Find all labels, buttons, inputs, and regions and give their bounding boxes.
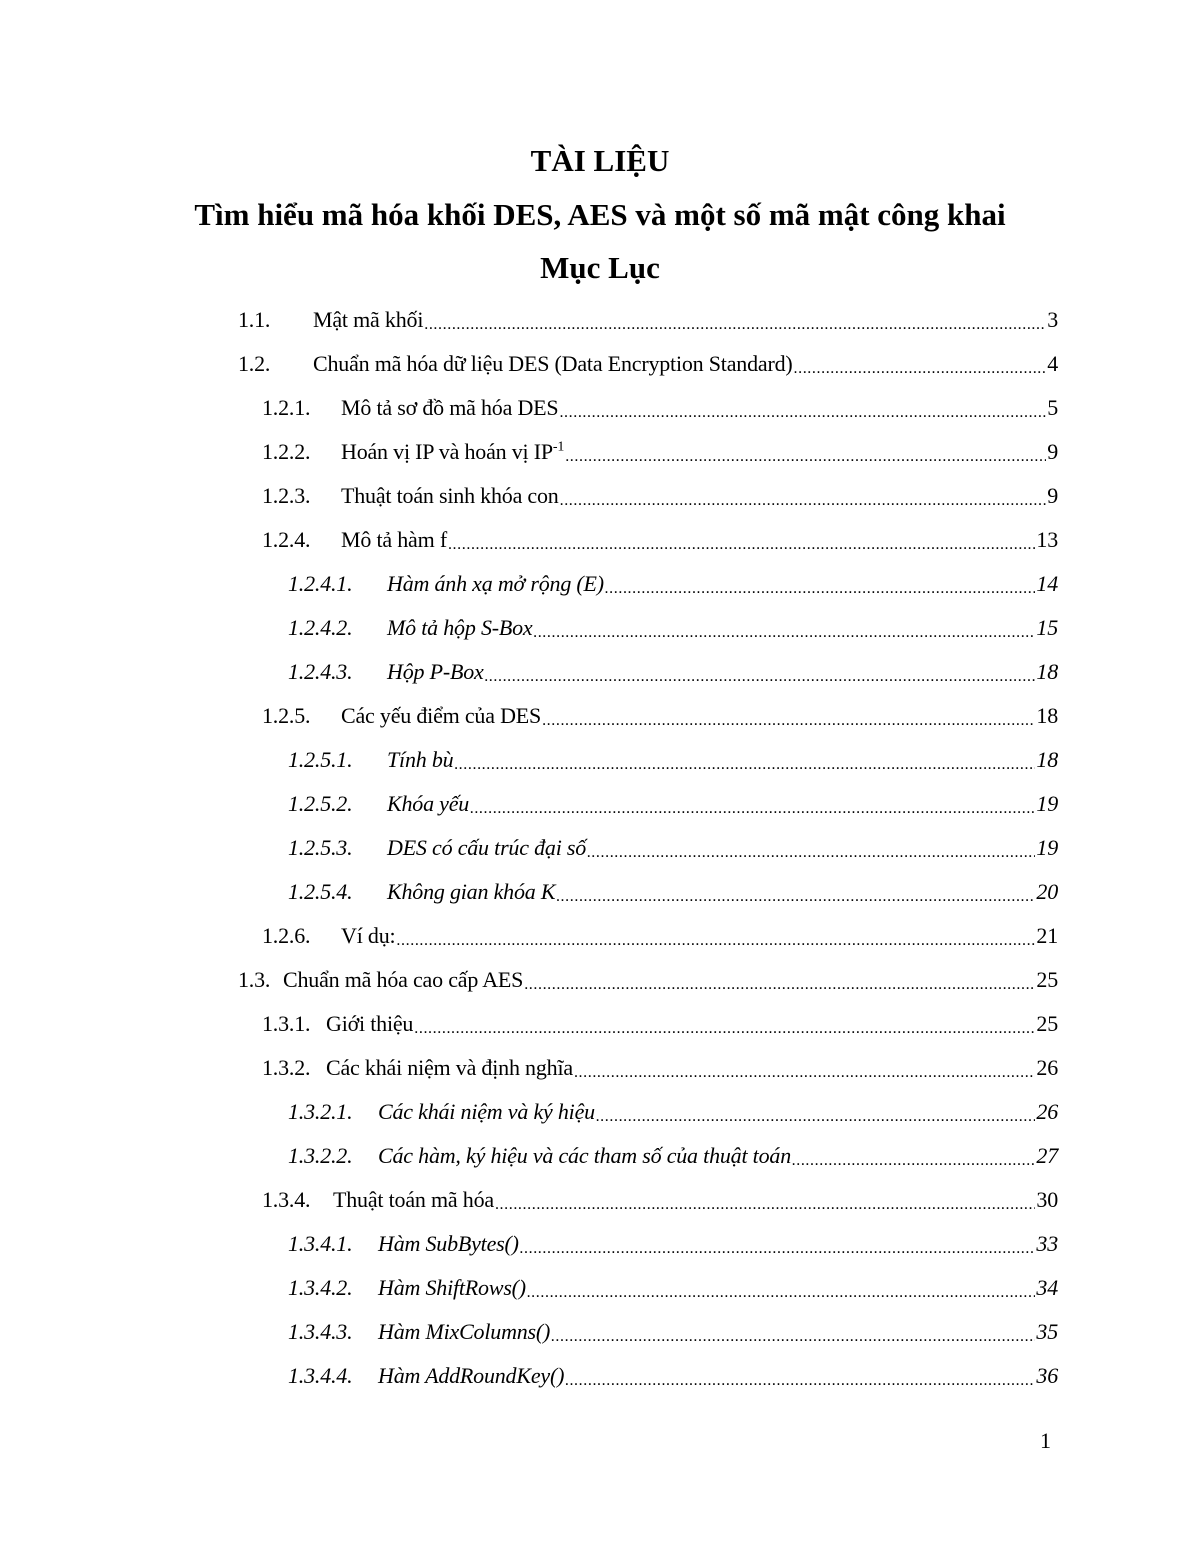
toc-entry-page: 9 bbox=[1047, 483, 1058, 508]
toc-entry-number: 1.2.5.1. bbox=[288, 747, 353, 772]
toc-dot-leader bbox=[542, 710, 1035, 732]
toc-dot-leader bbox=[485, 666, 1036, 688]
toc-entry[interactable] bbox=[288, 1266, 1058, 1310]
toc-entry[interactable] bbox=[262, 914, 1058, 958]
toc-entry-page: 19 bbox=[1036, 835, 1058, 860]
toc-entry-number: 1.2.5.2. bbox=[288, 791, 353, 816]
toc-heading: Mục Lục bbox=[540, 250, 660, 285]
toc-entry-page: 26 bbox=[1036, 1055, 1058, 1080]
toc-entry-page: 36 bbox=[1036, 1363, 1058, 1388]
toc-entry[interactable] bbox=[262, 1178, 1058, 1222]
toc-entry-number: 1.2.5. bbox=[262, 703, 311, 728]
toc-entry-number: 1.3.4.1. bbox=[288, 1231, 353, 1256]
toc-entry-number: 1.2.3. bbox=[262, 483, 311, 508]
toc-entry-title: Hàm ánh xạ mở rộng (E) bbox=[387, 571, 604, 596]
toc-entry-page: 25 bbox=[1036, 1011, 1058, 1036]
toc-entry-page: 9 bbox=[1047, 439, 1058, 464]
toc-entry-title: Các khái niệm và ký hiệu bbox=[378, 1099, 595, 1124]
toc-entry-number: 1.2.1. bbox=[262, 395, 311, 420]
toc-entry-number: 1.3.2.1. bbox=[288, 1099, 353, 1124]
toc-entry-page: 35 bbox=[1036, 1319, 1058, 1344]
toc-entry-number: 1.2.2. bbox=[262, 439, 311, 464]
toc-entry-page: 14 bbox=[1036, 571, 1058, 596]
toc-dot-leader bbox=[396, 930, 1035, 952]
toc-entry-title: Hàm MixColumns() bbox=[378, 1319, 551, 1344]
toc-entry[interactable] bbox=[288, 782, 1058, 826]
toc-entry-title: Giới thiệu bbox=[326, 1011, 414, 1036]
toc-entry-page: 30 bbox=[1036, 1187, 1058, 1212]
toc-entry-number: 1.2.4.2. bbox=[288, 615, 353, 640]
toc-entry-page: 19 bbox=[1036, 791, 1058, 816]
toc-entry-title: Thuật toán sinh khóa con bbox=[341, 483, 559, 508]
toc-dot-leader bbox=[792, 1150, 1035, 1172]
toc-dot-leader bbox=[414, 1018, 1035, 1040]
toc-dot-leader bbox=[424, 314, 1046, 336]
toc-dot-leader bbox=[565, 446, 1046, 468]
toc-entry-page: 27 bbox=[1036, 1143, 1058, 1168]
toc-entry[interactable] bbox=[288, 1134, 1058, 1178]
toc-entry-number: 1.2.5.3. bbox=[288, 835, 353, 860]
toc-entry-number: 1.3.1. bbox=[262, 1011, 311, 1036]
toc-entry-title: Hoán vị IP và hoán vị $IP^{-1}$ bbox=[341, 439, 565, 464]
toc-entry-page: 33 bbox=[1036, 1231, 1058, 1256]
toc-dot-leader bbox=[587, 842, 1035, 864]
toc-entry-page: 13 bbox=[1036, 527, 1058, 552]
toc-entry[interactable] bbox=[288, 870, 1058, 914]
toc-entry[interactable] bbox=[262, 518, 1058, 562]
toc-entry[interactable] bbox=[288, 1310, 1058, 1354]
toc-dot-leader bbox=[448, 534, 1035, 556]
toc-dot-leader bbox=[560, 490, 1047, 512]
toc-entry-title: Chuẩn mã hóa dữ liệu DES (Data Encryption Standard) bbox=[313, 351, 793, 376]
toc-entry-number: 1.3.2. bbox=[262, 1055, 311, 1080]
toc-entry[interactable] bbox=[238, 958, 1058, 1002]
toc-entry-page: 18 bbox=[1036, 659, 1058, 684]
toc-entry-number: 1.2. bbox=[238, 351, 271, 376]
toc-entry-title: Khóa yếu bbox=[387, 791, 470, 816]
toc-entry-title: Mật mã khối bbox=[313, 307, 424, 332]
document-label: TÀI LIỆU bbox=[530, 143, 670, 178]
toc-entry-number: 1.2.4.3. bbox=[288, 659, 353, 684]
toc-entry-page: 34 bbox=[1036, 1275, 1058, 1300]
page-number: 1 bbox=[1040, 1428, 1051, 1453]
toc-entry-page: 15 bbox=[1036, 615, 1058, 640]
toc-dot-leader bbox=[524, 974, 1035, 996]
toc-entry-title: Hộp P-Box bbox=[387, 659, 484, 684]
toc-entry[interactable] bbox=[262, 1046, 1058, 1090]
toc-entry[interactable] bbox=[288, 1090, 1058, 1134]
toc-entry-title: Các yếu điểm của DES bbox=[341, 703, 542, 728]
toc-entry-title: Tính bù bbox=[387, 747, 454, 772]
toc-entry[interactable] bbox=[262, 430, 1058, 474]
toc-dot-leader bbox=[520, 1238, 1036, 1260]
toc-entry-page: 18 bbox=[1036, 747, 1058, 772]
toc-entry-title: Mô tả sơ đồ mã hóa DES bbox=[341, 395, 559, 420]
toc-entry-title: Các khái niệm và định nghĩa bbox=[326, 1055, 573, 1080]
toc-dot-leader bbox=[495, 1194, 1035, 1216]
toc-entry-title: Chuẩn mã hóa cao cấp AES bbox=[283, 967, 524, 992]
toc-entry[interactable] bbox=[288, 606, 1058, 650]
toc-entry-title: Mô tả hàm f bbox=[341, 527, 447, 552]
toc-entry[interactable] bbox=[262, 694, 1058, 738]
toc-entry[interactable] bbox=[288, 650, 1058, 694]
toc-entry[interactable] bbox=[288, 562, 1058, 606]
toc-entry-page: 21 bbox=[1036, 923, 1058, 948]
toc-dot-leader bbox=[596, 1106, 1035, 1128]
toc-entry-page: 3 bbox=[1047, 307, 1058, 332]
toc-dot-leader bbox=[551, 1326, 1035, 1348]
toc-entry[interactable] bbox=[288, 738, 1058, 782]
toc-entry[interactable] bbox=[288, 826, 1058, 870]
toc-entry[interactable] bbox=[262, 1002, 1058, 1046]
toc-entry-superscript: -1 bbox=[552, 439, 565, 455]
toc-entry-number: 1.3.4.2. bbox=[288, 1275, 353, 1300]
toc-entry[interactable] bbox=[262, 386, 1058, 430]
toc-entry-title: Mô tả hộp S-Box bbox=[387, 615, 533, 640]
toc-entry-title: DES có cấu trúc đại số bbox=[387, 835, 587, 860]
toc-entry-number: 1.3.4. bbox=[262, 1187, 311, 1212]
toc-entry-title: Hàm SubBytes() bbox=[378, 1231, 519, 1256]
toc-entry-title: Thuật toán mã hóa bbox=[333, 1187, 494, 1212]
toc-entry-page: 26 bbox=[1036, 1099, 1058, 1124]
toc-dot-leader bbox=[533, 622, 1035, 644]
toc-entry-number: 1.3. bbox=[238, 967, 271, 992]
toc-dot-leader bbox=[559, 402, 1046, 424]
toc-dot-leader bbox=[454, 754, 1035, 776]
toc-dot-leader bbox=[470, 798, 1035, 820]
toc-entry-title: Các hàm, ký hiệu và các tham số của thuật toán bbox=[378, 1143, 791, 1168]
toc-entry-page: 25 bbox=[1036, 967, 1058, 992]
toc-entry-number: 1.2.5.4. bbox=[288, 879, 353, 904]
toc-entry-number: 1.3.4.3. bbox=[288, 1319, 353, 1344]
toc-entry-title: Hàm AddRoundKey() bbox=[378, 1363, 565, 1388]
toc-entry-page: 18 bbox=[1036, 703, 1058, 728]
toc-entry-number: 1.3.2.2. bbox=[288, 1143, 353, 1168]
toc-dot-leader bbox=[794, 358, 1047, 380]
toc-entry-page: 4 bbox=[1047, 351, 1058, 376]
toc-entry-title: Ví dụ: bbox=[341, 923, 396, 948]
document-title: Tìm hiểu mã hóa khối DES, AES và một số mã mật công khai bbox=[194, 197, 1006, 232]
toc-dot-leader bbox=[565, 1370, 1035, 1392]
toc-entry-number: 1.1. bbox=[238, 307, 271, 332]
toc-entry-page: 5 bbox=[1047, 395, 1058, 420]
toc-entry-number: 1.2.4. bbox=[262, 527, 311, 552]
toc-entry-page: 20 bbox=[1036, 879, 1058, 904]
toc-entry[interactable] bbox=[238, 342, 1058, 386]
toc-dot-leader bbox=[556, 886, 1035, 908]
toc-entry[interactable] bbox=[288, 1354, 1058, 1398]
toc-entry-number: 1.2.6. bbox=[262, 923, 311, 948]
toc-dot-leader bbox=[605, 578, 1035, 600]
toc-dot-leader bbox=[527, 1282, 1035, 1304]
toc-entry[interactable] bbox=[262, 474, 1058, 518]
toc-entry-title: Không gian khóa K bbox=[387, 879, 556, 904]
toc-entry-title: Hàm ShiftRows() bbox=[378, 1275, 526, 1300]
toc-dot-leader bbox=[574, 1062, 1035, 1084]
toc-entry[interactable] bbox=[288, 1222, 1058, 1266]
toc-entry-number: 1.3.4.4. bbox=[288, 1363, 353, 1388]
toc-entry[interactable] bbox=[238, 298, 1058, 342]
toc-entry-number: 1.2.4.1. bbox=[288, 571, 353, 596]
